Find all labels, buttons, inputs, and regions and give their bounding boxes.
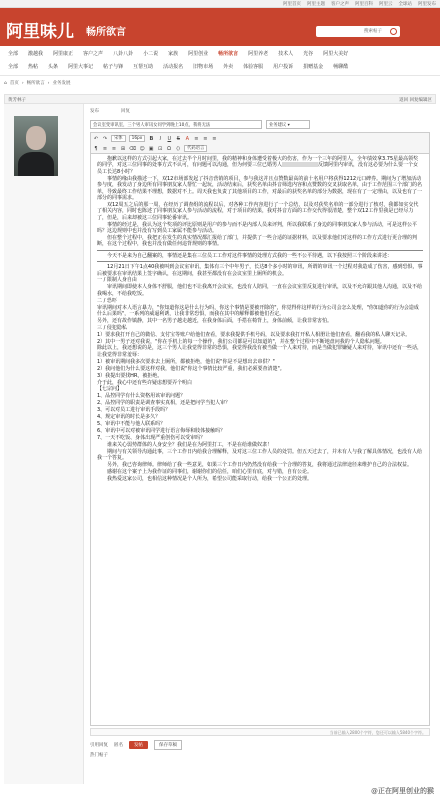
image-icon[interactable]: ▣ (148, 145, 154, 152)
top-link[interactable]: 阿里云 (379, 2, 393, 7)
top-link[interactable]: 阿里主题 (307, 2, 325, 7)
main-nav (0, 46, 440, 76)
nav-item[interactable]: 全部 (8, 51, 19, 57)
body-paragraph: 审讯期间即使本人身体不舒服，他们也不让我离开会议室，也没有人陪同，一直在会议室里反复进行审讯，以及不允许跟其他人沟通，以及不给我喝水，不给我吃饭。 (97, 284, 423, 297)
avatar-body (18, 152, 54, 176)
body-paragraph: 我热爱这家公司，也相信这种情况是个人所为，希望公司能采取行动，给我一个公正的处理。 (107, 475, 313, 482)
body-text: 反馈阿里内审讯，没有这必要为什么要一个女员工长达8小时？ (97, 162, 419, 175)
avatar-face (26, 126, 46, 150)
body-paragraph (97, 156, 423, 175)
nav-item[interactable]: 光谷 (303, 51, 314, 57)
subnav-item[interactable]: 阿里大事记 (68, 64, 94, 70)
site-logo[interactable]: 阿里味儿 (6, 22, 74, 42)
body-paragraph: 12月21日下午1点40我被叫到会议室审讯，集体有三个中年男子，长达8个多小时的审讯，所谓的审讯一个过程对我造成了伤害，感到恐惧，事后被要求在审讯结果上签字确认，在这期间，我甚至都没有在会议室里上厕所的机会。 (97, 264, 423, 277)
body-paragraph: 期间与有关领导沟通此事，三个工作日内给我合理解释，及对这三位工作人员的处罚。但五天过去了，并未有人与我了解具体情况，也没有人给我一个答复。 (97, 448, 423, 461)
body-paragraph: 2）我问他们为什么要这样对我，他们说"你这个事情比较严重，我们必须要查清楚"。 (97, 365, 285, 372)
word-count-text: 当前已输入2800个字符，您还可以输入5840个字符。 (329, 730, 426, 735)
undo-icon[interactable]: ↶ (93, 135, 99, 142)
toolbar-row-1 (93, 135, 217, 142)
body-paragraph: 事情的缘由我描述一下，双12市场部发起了抖音营销的项目，参与我这并且点赞数最高的前十名用户将获得1212元口碑券。期间为了增加活动参与度，我发动了身边所有同事朋友家人帮忙一起玩，活动结束后，获奖名单由抖音筛选内容和点赞数的交叉获取名单，由于工作范围三个部门的名单，导致最终工作结果不理想，数据对不上。周天我也负责了其他项目的工作，对最后的获奖名单的部分为数据，现在有了一定理由，以及也有了一部分的同事需求。 (97, 175, 423, 201)
ordered-list-icon[interactable]: ≡ (102, 145, 108, 152)
table-icon[interactable]: ⊞ (120, 145, 126, 152)
top-link[interactable]: 全球站 (398, 2, 412, 7)
code-icon[interactable]: ⟨⟩ (176, 145, 181, 152)
question-item: 2、品控同学的职责是调查事实真相，还是把问学当犯人审？ (97, 400, 231, 407)
nav-item[interactable]: 技术人 (278, 51, 294, 57)
subnav-item[interactable]: 用户投诉 (273, 64, 294, 70)
attachment-icon[interactable]: ⊡ (157, 145, 163, 152)
top-link-bar (0, 0, 440, 8)
body-paragraph: 但在整个过程中，我把正在发生的真实情况都汇报给了部门，并提供了一些合适的证据材料，以及要求他们对这样的工作方式进行更合理的判断，在这个过程中，我也并没有做任何违背规则的事情。 (97, 234, 418, 248)
nav-row-secondary (8, 63, 348, 70)
body-paragraph: 另外，我已咨询律师。律师给了我一些意见，如果三个工作日内仍然没有给我一个合理的答复，我将通过法律途径来维护自己的合法权益。 (107, 461, 413, 468)
breadcrumb-item[interactable]: 首页 (9, 81, 19, 86)
reply-tabs (90, 108, 130, 114)
font-color-icon[interactable]: A (185, 135, 190, 142)
body-paragraph: 事情的经过是，我认为这个奖项的评比原则是用户的参与而不是内部人员来评判，所以我联系了身边的同事朋友家人参与活动，可是这样公平吗？这边规则中也并没有写到员工家属不能参与活动。 (97, 221, 418, 234)
home-icon[interactable]: ⌂ (4, 80, 7, 86)
subnav-item[interactable]: 活动报名 (163, 64, 184, 70)
site-header (0, 8, 440, 46)
section-heading: 一 / 限制人身自由 (97, 277, 137, 284)
body-paragraph: 1）被审讯期间我多次要求去上厕所，都被拒绝，他们说"你是不是想出去串供？" (97, 358, 275, 365)
anonymous-checkbox[interactable]: 匿名 (114, 743, 123, 748)
question-item: 3、可以对员工进行审讯手段吗？ (97, 407, 171, 414)
breadcrumb-item[interactable]: 业务发展 (52, 81, 71, 86)
watermark: @正在阿里创业的猴 (371, 787, 434, 795)
section-heading: 二 / 恐吓 (97, 297, 117, 304)
submit-row (90, 740, 182, 750)
question-item: 4、规定审讯的时长是多久？ (97, 414, 161, 421)
size-select[interactable]: 16px (129, 135, 146, 142)
breadcrumb-separator: › (21, 80, 24, 86)
clear-format-icon[interactable]: ⌫ (129, 145, 137, 152)
nav-item[interactable]: 阿里养老 (248, 51, 269, 57)
nav-item[interactable]: 阿里康正 (53, 51, 74, 57)
nav-item-active[interactable]: 畅所欲言 (218, 51, 239, 57)
subnav-item[interactable]: 旧物市场 (193, 64, 214, 70)
back-link[interactable]: 返回 回复编辑区 (399, 98, 432, 103)
top-link[interactable]: 阿里首页 (283, 2, 301, 7)
underline-icon[interactable]: U (167, 135, 172, 142)
quote-reply-checkbox[interactable]: 引用回复 (90, 743, 108, 748)
subnav-item[interactable]: 外卖 (223, 64, 234, 70)
top-link[interactable]: 阿里百科 (355, 2, 373, 7)
question-item: 7、一天不吃饭、身体出现严重创伤可以受审吗？ (97, 434, 206, 441)
nav-item[interactable]: 家族 (168, 51, 179, 57)
align-center-icon[interactable]: ≡ (203, 135, 208, 142)
subnav-item[interactable]: 互帮互助 (133, 64, 154, 70)
author-sidebar (4, 104, 84, 784)
subnav-item[interactable]: 体验客服 (243, 64, 264, 70)
top-link[interactable]: 阿里发布 (418, 2, 436, 7)
author-name[interactable]: 黄芳林子 (8, 98, 26, 103)
emoji-icon[interactable]: ☺ (139, 145, 145, 152)
search-box[interactable] (316, 26, 400, 37)
subnav-item[interactable]: 畅聊酷 (333, 64, 349, 70)
strikethrough-icon[interactable]: S (176, 135, 180, 142)
nav-item[interactable]: 小二说 (143, 51, 159, 57)
italic-icon[interactable]: I (159, 135, 162, 142)
body-paragraph: 1）要求我打开自己的微信、支付宝等账户给他们查看，要求我提供手机号码，以及要求我打开私人相册让他们查看，翻看我的私人聊天记录。 (97, 331, 411, 338)
tab-reply[interactable]: 回复 (121, 109, 130, 114)
divider (97, 261, 423, 262)
post-button[interactable]: 发帖 (129, 741, 148, 749)
hot-posts-heading: 热门帖子 (90, 753, 108, 758)
body-paragraph: 除此以上，我还想说的是，这三个男人让我觉得非常的恐惧，我觉得我没有被当做一个人来对待，而是当做犯罪嫌疑人来对待，审讯中还有一些话，让我觉得非常羞辱： (97, 345, 423, 358)
subnav-item[interactable]: 捐赠基金 (303, 64, 324, 70)
top-link[interactable]: 客户之声 (331, 2, 349, 7)
top-links (283, 1, 436, 7)
type-select-value: 业务建议 (269, 123, 287, 128)
body-paragraph: 今天不是来为自己翻案的，事情还是集在三位员工工作对这件事情的处理方式我的一些不公平待遇，以下我按照三个阶段来讲述： (107, 252, 393, 259)
body-text: 抱歉以这样的方式引起大家，在过去半个月时间里，我的精神和身体遭受着极大的伤害，作为一个三年的阿里人，全年绩效拿3.75星最高领奖的同学，对这三位同事的处事方式不认可，有问题可以沟通，但为何要三位已婚男人 (97, 156, 419, 169)
search-placeholder: 搜索帖子 (364, 29, 382, 34)
body-paragraph: 另外，还有故作镇静，其中一名男子越走越近，在我身体后面，手搭在椅背上，身体前倾，让我非常害怕。 (97, 317, 333, 324)
title-row (90, 120, 310, 129)
avatar[interactable] (14, 116, 58, 176)
tab-publish[interactable]: 发布 (90, 109, 99, 114)
nav-item[interactable]: 客户之声 (83, 51, 104, 57)
body-paragraph: 2）其中一男子还对我说，"你在手机上的每一个操作，我们公司都是可以知道的"，并在整个过程中不断地盘问我的个人隐私问题。 (97, 338, 385, 345)
reply-editor-area (86, 104, 436, 784)
subnav-item[interactable]: 热帖 (28, 64, 39, 70)
post-body-editor[interactable] (90, 154, 430, 726)
toolbar-row-2 (93, 145, 207, 152)
body-paragraph: 谁来关心弱势群体的人身安全？我们是在为阿里打工，不是在给谁做奴隶！ (107, 441, 273, 448)
post-header-bar (4, 94, 436, 104)
body-paragraph: 介于此，我心中还有些许疑虑想要弄个明白 (97, 379, 193, 386)
title-input[interactable]: 会议室变审讯室，三个男人审讯女同学到晚上10点，我将无法 (90, 120, 262, 129)
redo-icon[interactable]: ↷ (102, 135, 108, 142)
font-select[interactable]: 宋体 (111, 135, 126, 142)
nav-item[interactable]: 激越我 (28, 51, 44, 57)
code-language-select[interactable]: 代码语言 (184, 145, 207, 152)
question-item: 5、审讯中不能与他人联系吗？ (97, 420, 166, 427)
nav-item[interactable]: 八卦八卦 (113, 51, 134, 57)
divider (97, 250, 423, 251)
special-char-icon[interactable]: Ω (167, 145, 171, 152)
align-right-icon[interactable]: ≡ (212, 135, 217, 142)
subnav-item[interactable]: 帖子与锋 (103, 64, 124, 70)
breadcrumb-item[interactable]: 畅所欲言 (26, 81, 45, 86)
editor-toolbar (90, 132, 430, 154)
align-left-icon[interactable]: ≡ (194, 135, 199, 142)
subnav-item[interactable]: 头条 (48, 64, 59, 70)
body-paragraph: 感谢在这个案子上为我作证的同事们，谢谢你们的信任，咱们心里有底，对与错，自有公论。 (107, 468, 313, 475)
paragraph-icon[interactable]: ¶ (94, 145, 98, 152)
breadcrumb (4, 78, 436, 88)
subnav-item[interactable]: 全部 (8, 64, 19, 70)
section-heading: 三 / 侵犯隐私 (97, 324, 127, 331)
section-title: 畅所欲言 (86, 27, 126, 38)
bold-icon[interactable]: B (149, 135, 154, 142)
body-paragraph: 审讯期间对本人语言暴力，"你知道你这是什么行为吗，你这个事情是要被开除的"，你觉得你这样的行为公司会怎么处理，"你知道你的行为会造成什么后果吗"，一系列的威逼利诱，让我非常恐惧，而我在其中的解释都被他们否定。 (97, 304, 419, 317)
body-paragraph: 3）我提出要找HR，被拒绝。 (97, 372, 163, 379)
nav-item[interactable]: 阿里创业 (188, 51, 209, 57)
word-count-bar (90, 728, 430, 736)
body-paragraph: 双12周五之后的那一周，在经历了调查组的流程以后，对各种工作内容进行了一个总结，以及对获奖名单的一部分进行了核对，我都如实交代了相关内容，同时也陈述了同事朋友家人参与活动的流程，对于项目的结果，我对抖音方面的工作交代得很清楚，整个双12工作里我是已经尽力了，但是，后来却被这三位同事轮番审讯。 (97, 201, 419, 221)
nav-item[interactable]: 阿里大美好 (323, 51, 349, 57)
search-icon[interactable] (390, 28, 397, 35)
save-draft-button[interactable]: 保存草稿 (154, 740, 182, 750)
unordered-list-icon[interactable]: ≡ (111, 145, 117, 152)
redacted-block (282, 162, 318, 167)
chevron-down-icon: ▾ (287, 123, 290, 128)
question-item: 6、审讯中可以对被审讯同学进行语言侮辱和肢体接触吗？ (97, 427, 226, 434)
breadcrumb-separator: › (47, 80, 50, 86)
type-select[interactable] (266, 120, 310, 129)
section-heading: 【七宗问】 (97, 386, 123, 393)
nav-row-primary (8, 50, 348, 57)
question-item: 1、品控同学有什么资格用该审讯问题？ (97, 393, 186, 400)
